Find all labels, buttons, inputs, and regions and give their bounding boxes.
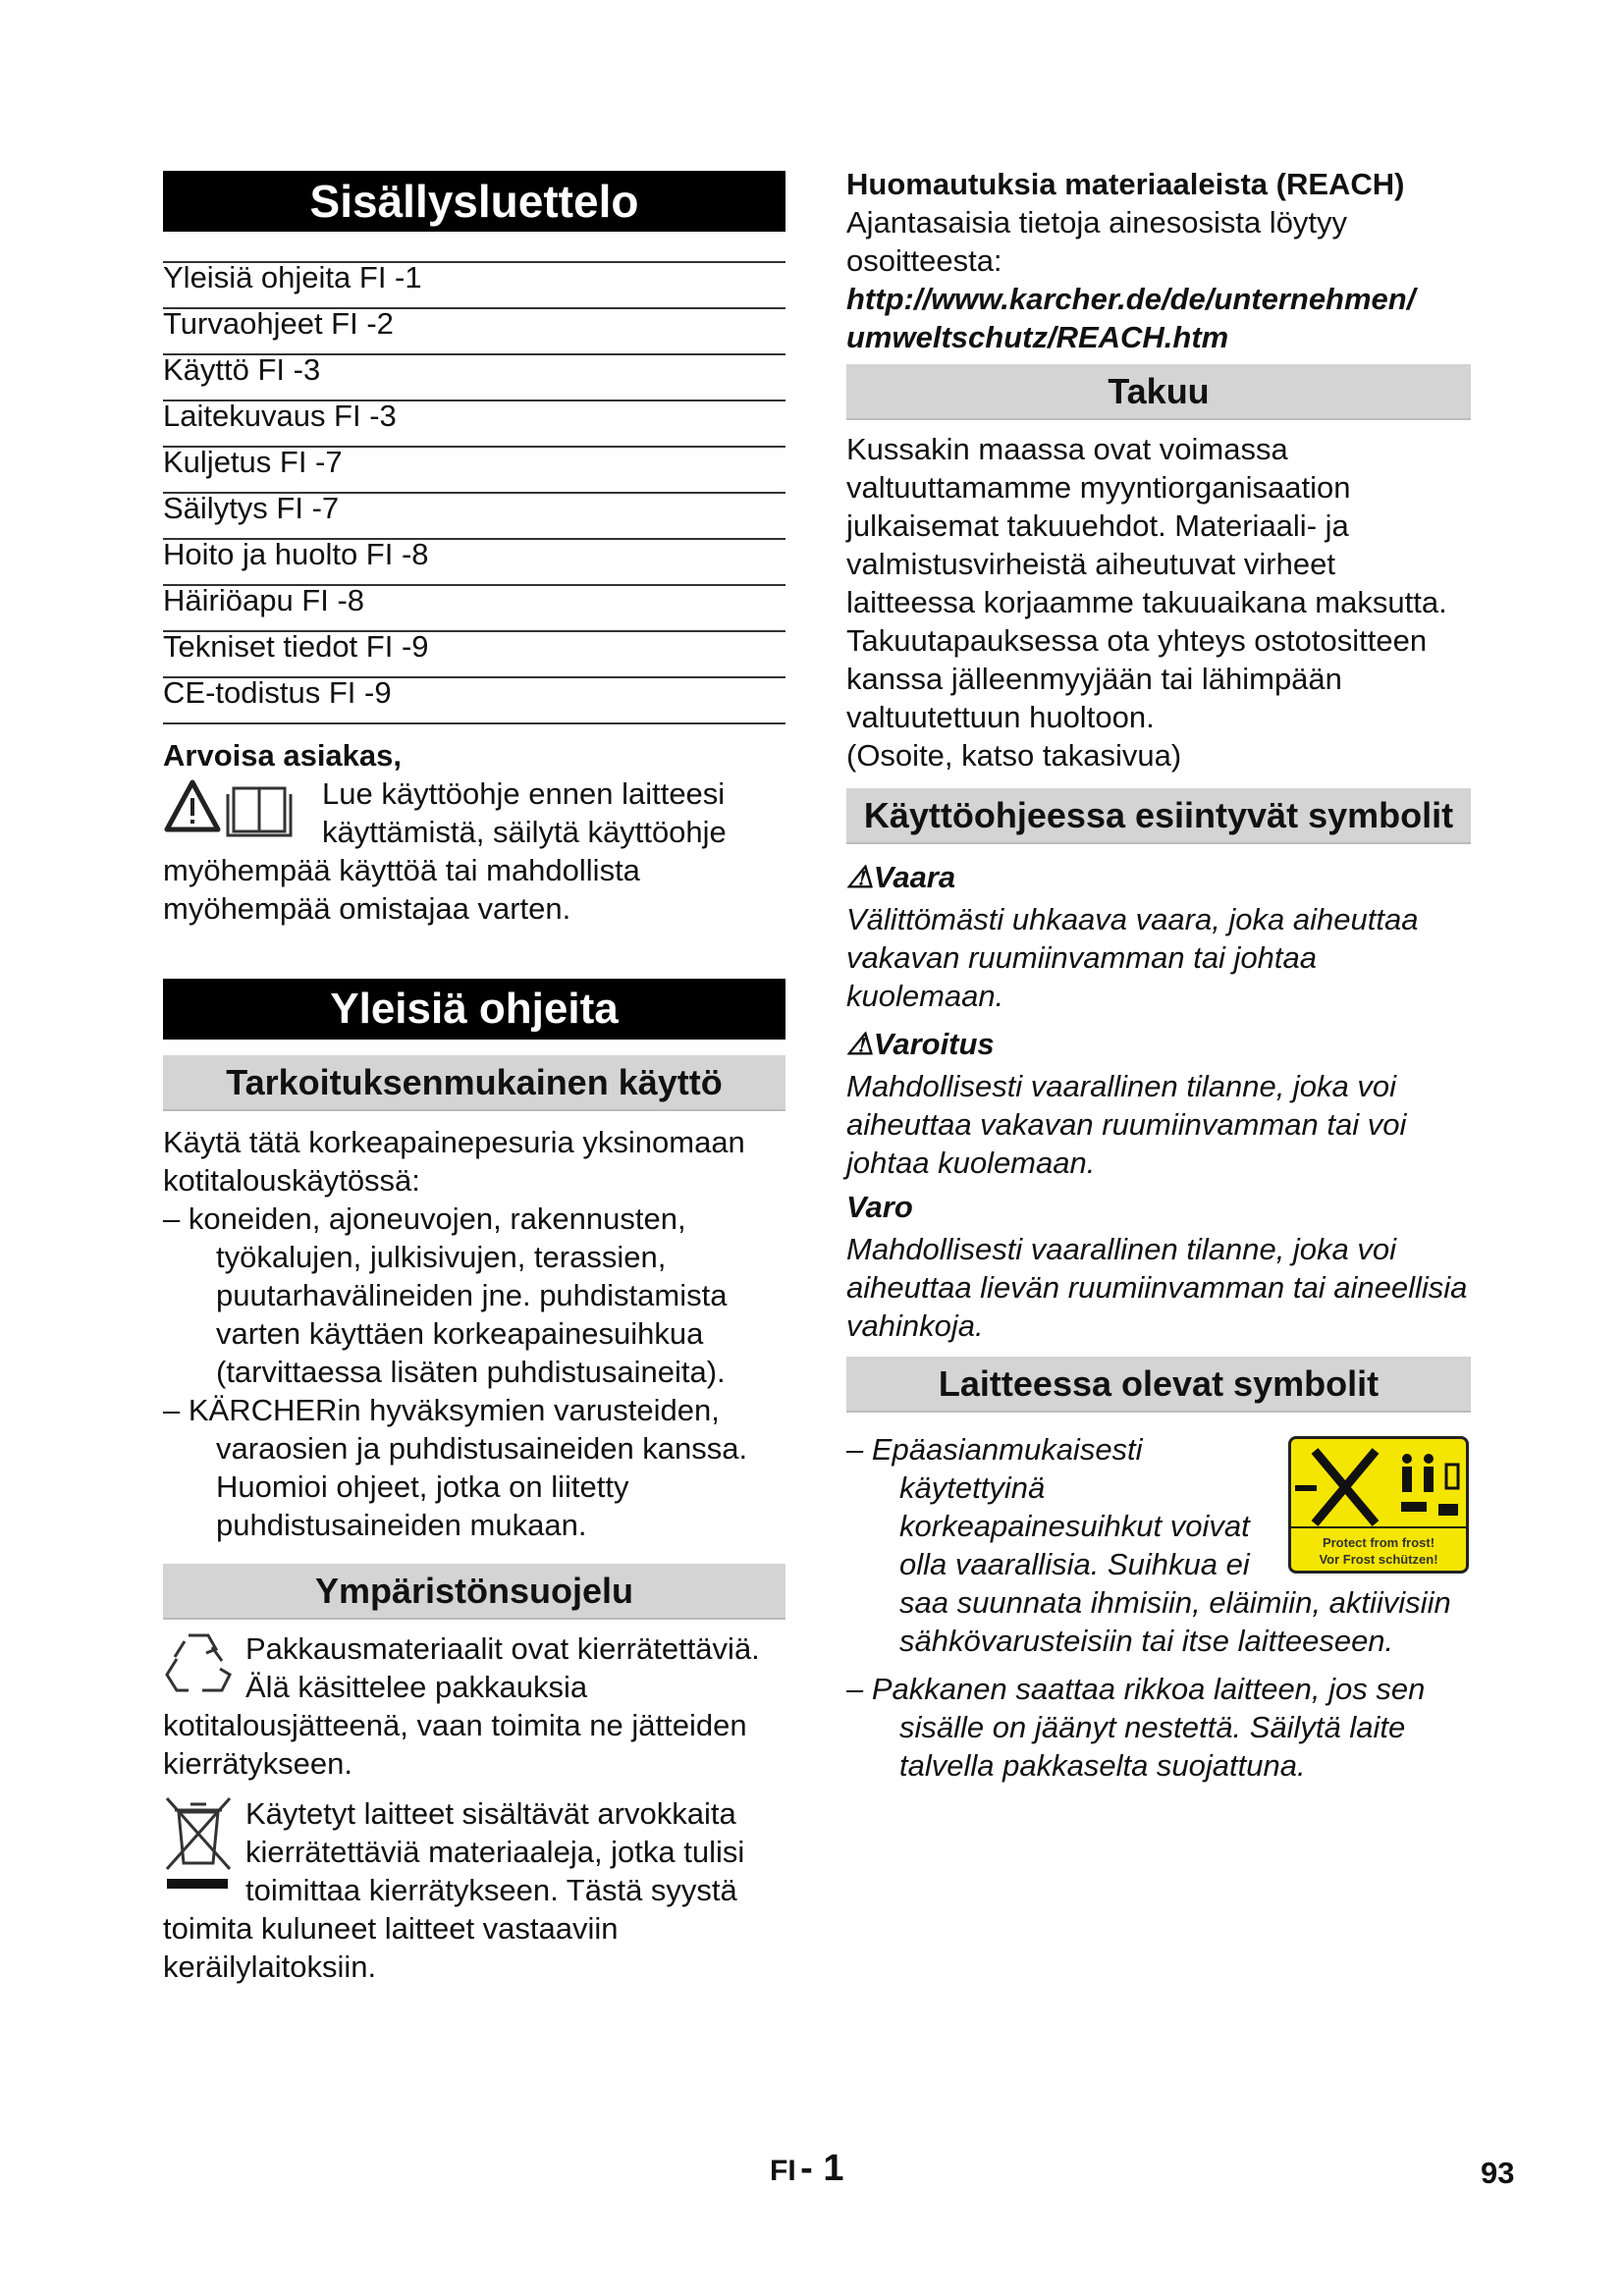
no-spray-pictogram-icon xyxy=(1291,1439,1466,1529)
caution-label: Varo xyxy=(846,1190,913,1224)
warranty-heading: Takuu xyxy=(846,364,1471,420)
warning-triangle-icon: ⚠ xyxy=(846,1027,874,1061)
reach-text: Ajantasaisia tietoja ainesosista löytyy osoitteesta: xyxy=(846,205,1348,278)
toc-heading: Sisällysluettelo xyxy=(163,171,785,232)
recycle-icon xyxy=(163,1629,234,1698)
toc-item[interactable]: Turvaohjeet FI -2 xyxy=(163,309,785,355)
warranty-text: Kussakin maassa ovat voimassa valtuuttamamme myyntiorganisaation julkaisemat takuuehdot. Materiaali- ja valmistusvirheistä aiheutuvat virheet laitteessa korjaamme takuuaikana maksutta. Takuutapauksessa ota yhteys ostotositteen kanssa jälleenmyyjään tai lähimpään valtuutettuun huoltoon. xyxy=(846,432,1447,734)
symbols-heading: Käyttöohjeessa esiintyvät symbolit xyxy=(846,788,1471,844)
toc-list xyxy=(163,261,785,724)
toc-item[interactable]: Käyttö FI -3 xyxy=(163,355,785,401)
warranty-address: (Osoite, katso takasivua) xyxy=(846,738,1182,773)
reach-link[interactable]: http://www.karcher.de/de/unternehmen/ umweltschutz/REACH.htm xyxy=(846,282,1416,354)
sticker-text: Vor Frost schützen! xyxy=(1319,1552,1438,1567)
crossed-bin-icon xyxy=(163,1794,234,1893)
intended-use-heading: Tarkoituksenmukainen käyttö xyxy=(163,1055,785,1111)
intended-use-item: – koneiden, ajoneuvojen, rakennusten, työkalujen, julkisivujen, terassien, puutarhavälineiden jne. puhdistamista varten käyttäen korkeapainesuihkua (tarvittaessa lisäten puhdistusaineita). xyxy=(163,1201,728,1389)
device-symbol-item: – Epäasianmukaisesti käytettyinä korkeapainesuihkut voivat olla vaarallisia. Suihkua ei saa suunnata ihmisiin, eläimiin, aktiivisiin sähkövarusteisiin tai itse laitteeseen. xyxy=(846,1432,1451,1658)
toc-item[interactable]: Hoito ja huolto FI -8 xyxy=(163,540,785,586)
device-symbols-heading: Laitteessa olevat symbolit xyxy=(846,1357,1471,1413)
general-heading: Yleisiä ohjeita xyxy=(163,979,785,1040)
caution-text: Mahdollisesti vaarallinen tilanne, joka voi aiheuttaa lievän ruumiinvamman tai aineellisia vahinkoja. xyxy=(846,1232,1468,1343)
devices-text: Käytetyt laitteet sisältävät arvokkaita kierrätettäviä materiaaleja, jotka tulisi toimittaa kierrätykseen. Tästä syystä toimita kuluneet laitteet vastaaviin keräilylaitoksiin. xyxy=(163,1796,745,1984)
frost-warning-sticker xyxy=(1288,1436,1469,1574)
left-column xyxy=(163,171,785,1986)
warning-text: Mahdollisesti vaarallinen tilanne, joka voi aiheuttaa vakavan ruumiinvamman tai voi johtaa kuolemaan. xyxy=(846,1069,1407,1180)
toc-item[interactable]: Tekniset tiedot FI -9 xyxy=(163,632,785,678)
page-number: 93 xyxy=(1481,2156,1515,2190)
environment-heading: Ympäristönsuojelu xyxy=(163,1564,785,1620)
warning-triangle-icon: ⚠ xyxy=(846,860,874,894)
toc-item[interactable]: Säilytys FI -7 xyxy=(163,494,785,540)
warning-label: ⚠Varoitus xyxy=(846,1027,995,1061)
intro-text: Lue käyttöohje ennen laitteesi käyttämistä, säilytä käyttöohje myöhempää käyttöä tai mahdollista myöhempää omistajaa varten. xyxy=(163,776,727,926)
greeting: Arvoisa asiakas, xyxy=(163,738,403,773)
toc-item[interactable]: CE-todistus FI -9 xyxy=(163,678,785,724)
danger-text: Välittömästi uhkaava vaara, joka aiheuttaa vakavan ruumiinvamman tai johtaa kuolemaan. xyxy=(846,902,1419,1013)
toc-item[interactable]: Yleisiä ohjeita FI -1 xyxy=(163,263,785,309)
intended-use-item: – KÄRCHERin hyväksymien varusteiden, varaosien ja puhdistusaineiden kanssa. Huomioi ohjeet, jotka on liitetty puhdistusaineiden mukaan. xyxy=(163,1393,748,1542)
toc-item[interactable]: Laitekuvaus FI -3 xyxy=(163,401,785,448)
toc-item[interactable]: Häiriöapu FI -8 xyxy=(163,586,785,632)
warning-book-icon xyxy=(163,774,310,839)
device-symbol-item: – Pakkanen saattaa rikkoa laitteen, jos sen sisälle on jäänyt nestettä. Säilytä laite talvella pakkaselta suojattuna. xyxy=(846,1672,1426,1783)
reach-heading: Huomautuksia materiaaleista (REACH) xyxy=(846,167,1405,201)
right-column xyxy=(846,165,1471,1785)
packaging-text: Pakkausmateriaalit ovat kierrätettäviä. Älä käsittelee pakkauksia kotitalousjätteenä, vaan toimita ne jätteiden kierrätykseen. xyxy=(163,1631,760,1781)
toc-item[interactable]: Kuljetus FI -7 xyxy=(163,448,785,494)
sticker-text: Protect from frost! xyxy=(1322,1535,1435,1550)
danger-label: ⚠Vaara xyxy=(846,860,956,894)
footer-page-label: FI - 1 xyxy=(770,2148,844,2189)
intended-use-text: Käytä tätä korkeapainepesuria yksinomaan kotitalouskäytössä: xyxy=(163,1125,745,1198)
